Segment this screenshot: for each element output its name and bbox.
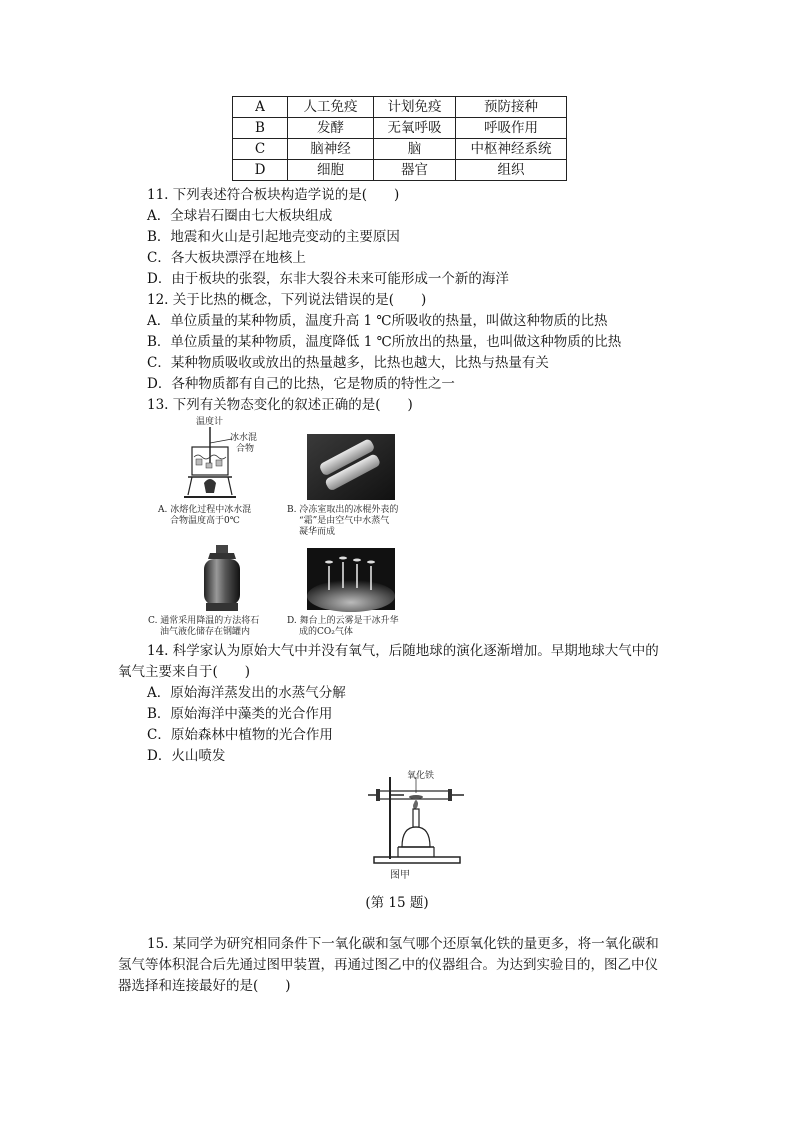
question-11-option-c: C．各大板块漂浮在地核上 <box>147 250 306 266</box>
question-14-option-b: B．原始海洋中藻类的光合作用 <box>147 706 333 722</box>
table-row <box>233 97 567 118</box>
table-cell: 预防接种 <box>456 97 567 118</box>
beaker-thermometer-figure <box>180 425 270 505</box>
question-12-option-b: B．单位质量的某种物质，温度降低 1 ℃所放出的热量，也叫做这种物质的比热 <box>147 334 622 350</box>
caption-b-line-3: 凝华而成 <box>299 527 336 537</box>
table-row <box>233 139 567 160</box>
thermometer-label: 温度计 <box>196 417 224 427</box>
figure-15-caption: (第 15 题) <box>365 895 429 911</box>
question-14-stem-line-1: 14. 科学家认为原始大气中并没有氧气，后随地球的演化逐渐增加。早期地球大气中的 <box>147 643 659 659</box>
options-table <box>232 96 567 181</box>
question-11-option-b: B．地震和火山是引起地壳变动的主要原因 <box>147 229 400 245</box>
question-15-line-2: 氢气等体积混合后先通过图甲装置，再通过图乙中的仪器组合。为达到实验目的，图乙中仪 <box>118 957 658 973</box>
caption-a-line-2: 合物温度高于0℃ <box>170 516 240 526</box>
table-cell: 细胞 <box>288 160 374 181</box>
caption-d-line-1: D. 舞台上的云雾是干冰升华 <box>287 616 399 626</box>
ice-water-label-2: 合物 <box>236 444 255 454</box>
table-cell: 脑 <box>374 139 456 160</box>
table-cell: D <box>233 160 288 181</box>
question-14-stem-line-2: 氧气主要来自于( ) <box>118 664 251 680</box>
question-11-option-a: A．全球岩石圈由七大板块组成 <box>147 208 333 224</box>
table-cell: 组织 <box>456 160 567 181</box>
caption-c-line-2: 油气液化储存在钢罐内 <box>160 627 251 637</box>
stage-fog-photo <box>307 548 395 610</box>
table-cell: 中枢神经系统 <box>456 139 567 160</box>
question-14-option-a: A．原始海洋蒸发出的水蒸气分解 <box>147 685 346 701</box>
question-15-line-3: 器选择和连接最好的是( ) <box>118 978 291 994</box>
caption-c-line-1: C. 通常采用降温的方法将石 <box>148 616 260 626</box>
question-11-stem: 11. 下列表述符合板块构造学说的是( ) <box>147 187 400 203</box>
caption-a-line-1: A. 冰熔化过程中冰水混 <box>158 505 252 515</box>
table-cell: 人工免疫 <box>288 97 374 118</box>
table-cell: 脑神经 <box>288 139 374 160</box>
table-cell: C <box>233 139 288 160</box>
figure-jia-label: 图甲 <box>390 870 410 881</box>
question-12-option-d: D．各种物质都有自己的比热，它是物质的特性之一 <box>147 376 455 392</box>
ice-water-label-1: 冰水混 <box>230 433 258 443</box>
table-cell: 发酵 <box>288 118 374 139</box>
question-14-option-c: C．原始森林中植物的光合作用 <box>147 727 333 743</box>
table-row <box>233 118 567 139</box>
iron-oxide-label: 氧化铁 <box>407 771 435 781</box>
question-12-stem: 12. 关于比热的概念，下列说法错误的是( ) <box>147 292 427 308</box>
question-12-option-a: A．单位质量的某种物质，温度升高 1 ℃所吸收的热量，叫做这种物质的比热 <box>147 313 608 329</box>
apparatus-figure <box>368 775 468 867</box>
table-cell: B <box>233 118 288 139</box>
table-cell: A <box>233 97 288 118</box>
frost-ice-bars-photo <box>307 434 395 500</box>
question-14-option-d: D．火山喷发 <box>147 748 226 764</box>
table-row <box>233 160 567 181</box>
table-cell: 计划免疫 <box>374 97 456 118</box>
question-13-stem: 13. 下列有关物态变化的叙述正确的是( ) <box>147 397 413 413</box>
gas-cylinder-photo <box>192 543 252 613</box>
caption-b-line-2: “霜”是由空气中水蒸气 <box>299 516 390 526</box>
question-12-option-c: C．某种物质吸收或放出的热量越多，比热也越大，比热与热量有关 <box>147 355 549 371</box>
table-cell: 呼吸作用 <box>456 118 567 139</box>
table-cell: 无氧呼吸 <box>374 118 456 139</box>
caption-d-line-2: 成的CO₂气体 <box>299 627 353 637</box>
caption-b-line-1: B. 冷冻室取出的冰棍外表的 <box>287 505 399 515</box>
question-11-option-d: D．由于板块的张裂，东非大裂谷未来可能形成一个新的海洋 <box>147 271 509 287</box>
table-cell: 器官 <box>374 160 456 181</box>
question-15-line-1: 15. 某同学为研究相同条件下一氧化碳和氢气哪个还原氧化铁的量更多，将一氧化碳和 <box>147 936 659 952</box>
